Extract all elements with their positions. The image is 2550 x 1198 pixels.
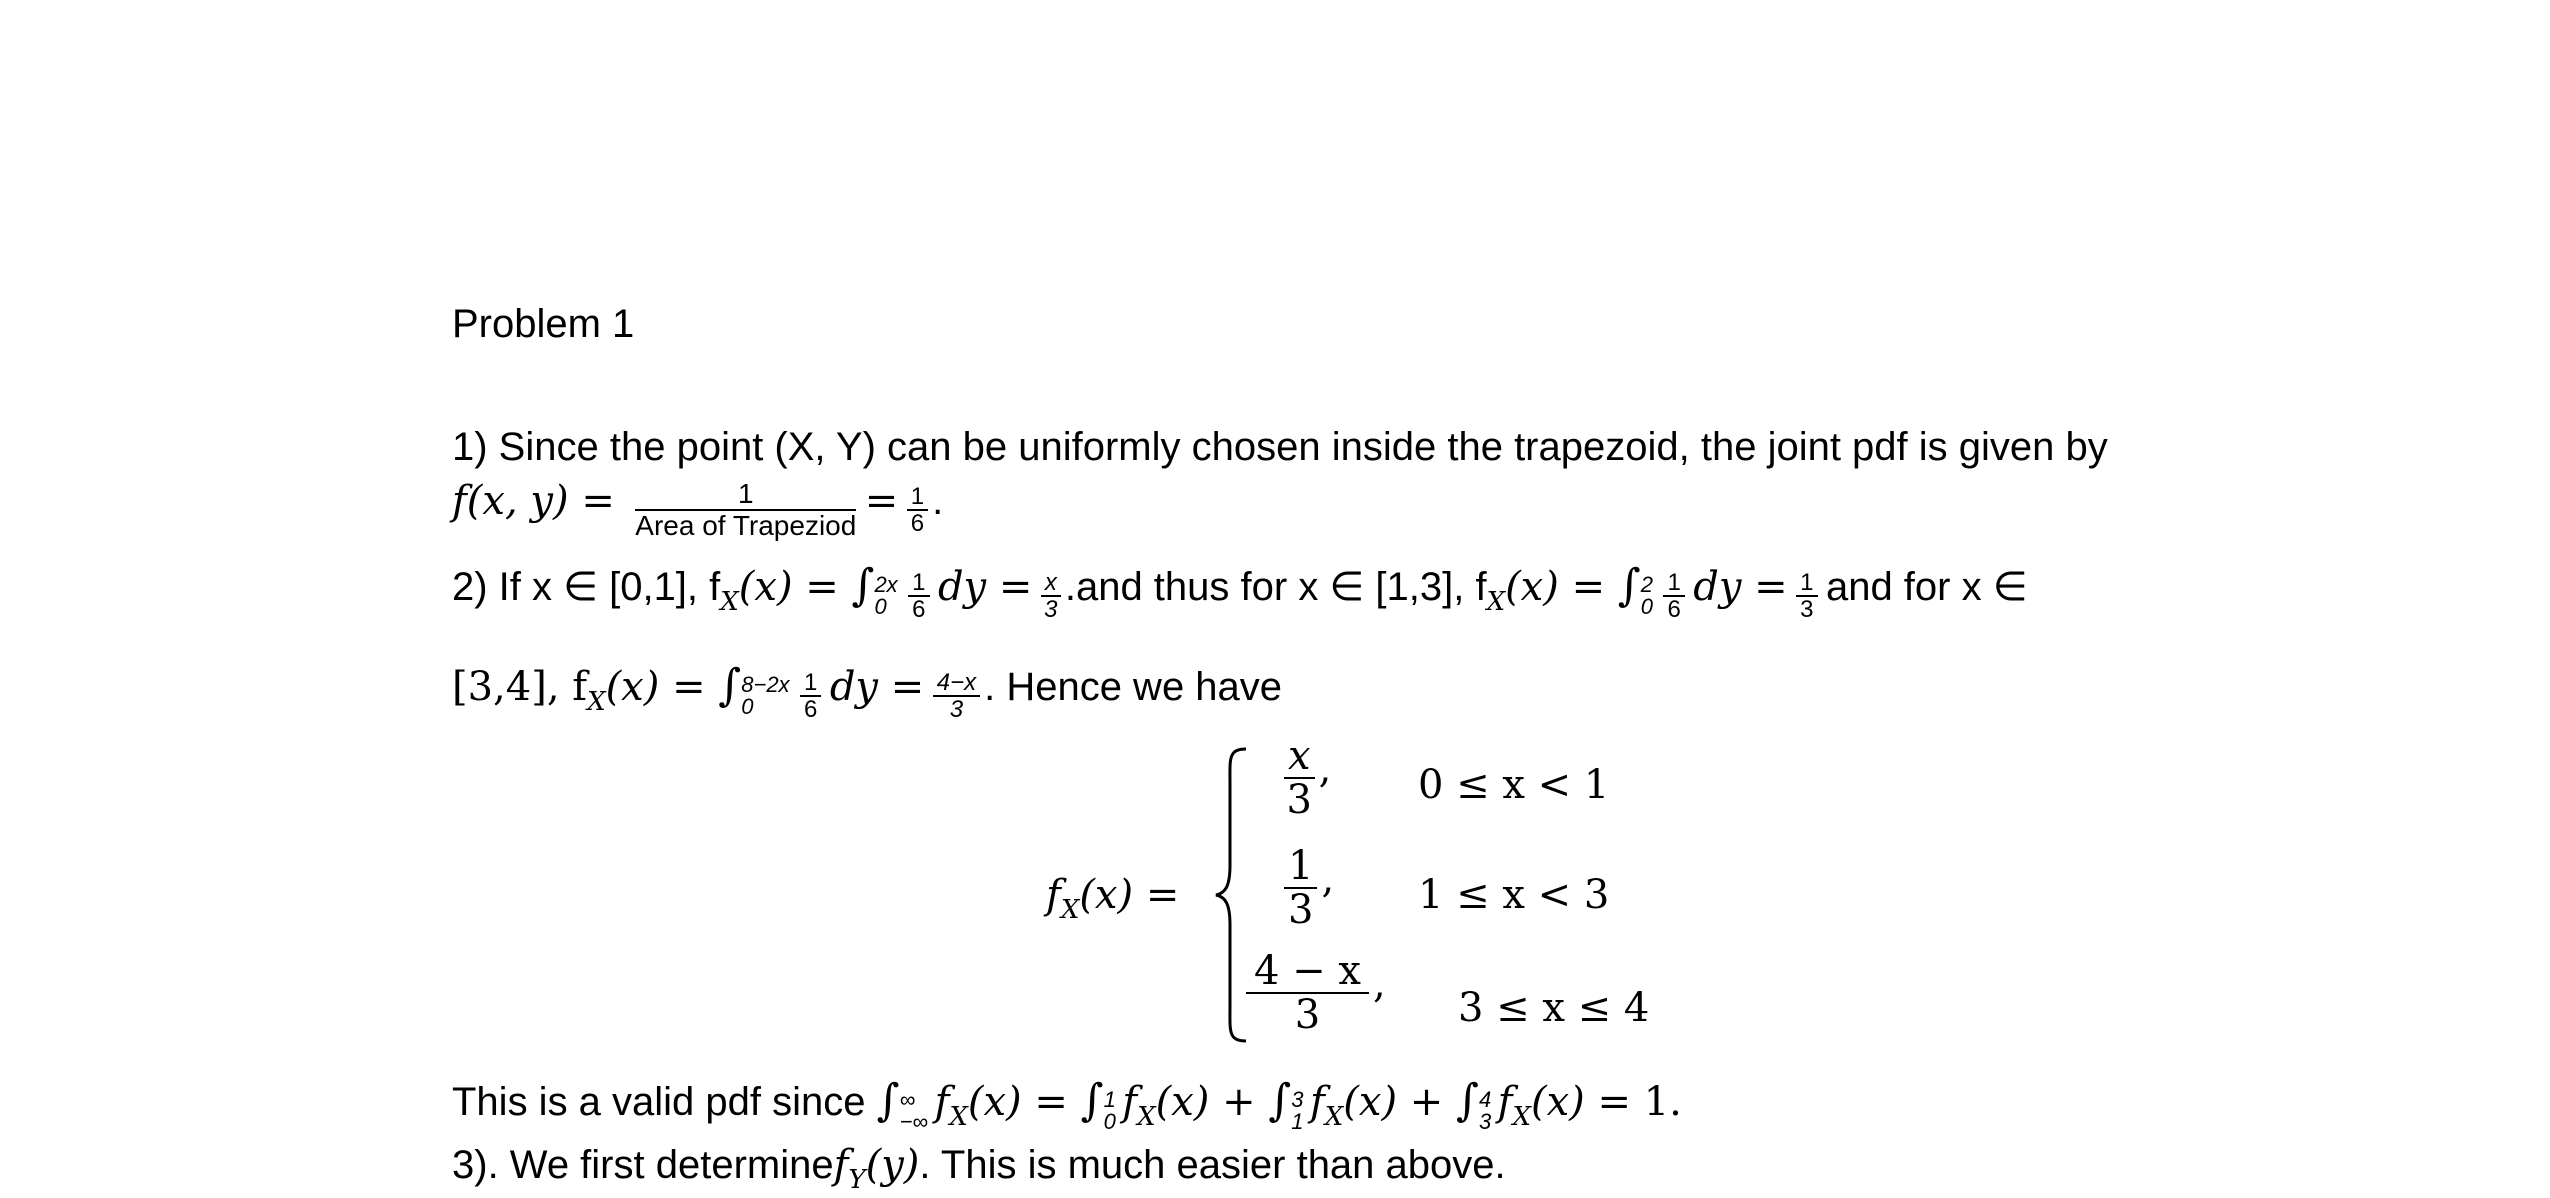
- subscript-y: Y: [848, 1165, 866, 1195]
- part2-line2: [452, 660, 1282, 722]
- one-sixth-numerator: 1: [907, 484, 928, 511]
- numerator: 1: [1663, 570, 1684, 597]
- area-fraction-denominator: Area of Trapeziod: [635, 509, 857, 541]
- integral-limits: [874, 571, 898, 619]
- part1-sentence: 1) Since the point (X, Y) can be uniformly chosen inside the trapezoid, the joint pdf is given by: [452, 425, 2108, 469]
- f-symbol: f: [934, 1079, 950, 1125]
- case-2-condition: 1 ≤ x < 3: [1418, 872, 1610, 918]
- subscript-x: X: [1486, 587, 1506, 617]
- upper-limit: ∞: [899, 1086, 916, 1112]
- validity-end: = 1.: [1584, 1079, 1682, 1125]
- numerator: 1: [1796, 570, 1817, 597]
- part2-fx-args: (x) =: [605, 664, 719, 710]
- problem-heading: Problem 1: [452, 302, 635, 346]
- joint-pdf-lhs: f(x, y) =: [452, 478, 615, 524]
- lower-limit: 0: [1640, 593, 1653, 619]
- case-numerator: x: [1284, 735, 1315, 779]
- argument: (y): [865, 1142, 920, 1188]
- case-2-fraction: [1280, 845, 1334, 931]
- dy-text: dy =: [937, 564, 1033, 610]
- case-denominator: 3: [1286, 777, 1312, 823]
- case-numerator: 1: [1284, 845, 1317, 889]
- part2-fx-args: (x) =: [738, 564, 852, 610]
- piecewise-lhs: [1046, 872, 1179, 925]
- integral-limits: [899, 1086, 929, 1134]
- part3-rest: . This is much easier than above.: [919, 1143, 1506, 1187]
- piecewise-f: f: [1046, 872, 1061, 918]
- integral-sign: ∫: [1080, 1075, 1104, 1126]
- lower-limit: 1: [1291, 1108, 1304, 1134]
- hence-text: . Hence we have: [984, 665, 1283, 709]
- subscript-x: X: [1324, 1102, 1344, 1132]
- validity-lead: This is a valid pdf since: [452, 1080, 877, 1124]
- lower-limit: 0: [874, 593, 887, 619]
- subscript-x: X: [949, 1102, 968, 1132]
- case-fraction: [1246, 950, 1369, 1036]
- upper-limit: 8−2x: [741, 671, 790, 697]
- numerator: 4−x: [933, 670, 980, 697]
- lower-limit: 0: [741, 693, 754, 719]
- part3-lead: 3). We first determine: [452, 1143, 834, 1187]
- one-third-fraction: [1796, 570, 1817, 622]
- subscript-x: X: [1512, 1102, 1531, 1132]
- denominator: 3: [949, 695, 964, 723]
- part2-fx-args: (x) =: [1505, 564, 1618, 610]
- part2-lead: 2) If x ∈ [0,1], f: [452, 565, 721, 609]
- argument: (x): [967, 1079, 1022, 1125]
- plus-sign: +: [1397, 1079, 1457, 1125]
- subscript-x: X: [587, 687, 606, 717]
- integral-limits: [1640, 571, 1653, 619]
- equals-sign: =: [1021, 1079, 1081, 1125]
- part2-mid-text: .and thus for x ∈ [1,3], f: [1064, 565, 1487, 609]
- equals-sign: =: [864, 478, 899, 524]
- upper-limit: 4: [1478, 1086, 1492, 1112]
- integral-sign: ∫: [876, 1075, 900, 1126]
- case-denominator: 3: [1294, 992, 1321, 1038]
- subscript-x: X: [1137, 1102, 1156, 1132]
- numerator: 1: [908, 570, 929, 597]
- case-1-condition: 0 ≤ x < 1: [1418, 762, 1610, 808]
- area-fraction: [635, 479, 856, 540]
- integral-limits: [1478, 1086, 1492, 1134]
- case-comma: ,: [1372, 961, 1386, 1008]
- upper-limit: 3: [1291, 1086, 1304, 1112]
- case-comma: ,: [1321, 856, 1335, 903]
- numerator: 1: [800, 670, 821, 697]
- dy-text: dy =: [829, 664, 925, 710]
- interval-text: [3,4], f: [452, 664, 588, 710]
- upper-limit: 2x: [874, 571, 898, 597]
- one-sixth-denominator: 6: [910, 509, 925, 537]
- one-sixth-fraction: [800, 670, 821, 722]
- case-denominator: 3: [1288, 887, 1314, 933]
- integral-limits: [1103, 1086, 1116, 1134]
- upper-limit: 1: [1103, 1086, 1116, 1112]
- joint-pdf-formula: [452, 478, 943, 540]
- integral-limits: [741, 671, 790, 719]
- denominator: 6: [912, 595, 926, 623]
- integral-sign: ∫: [718, 660, 742, 711]
- denominator: 3: [1800, 595, 1814, 623]
- integral-sign: ∫: [1456, 1075, 1479, 1126]
- integral-limits: [1291, 1086, 1304, 1134]
- f-symbol: f: [1309, 1079, 1325, 1125]
- part2-line1: [452, 560, 2028, 622]
- argument: (x): [1531, 1079, 1585, 1125]
- part3-line: [452, 1142, 1506, 1195]
- denominator: 6: [1667, 595, 1681, 623]
- lower-limit: 3: [1478, 1108, 1492, 1134]
- subscript-x: X: [720, 587, 739, 617]
- plus-sign: +: [1209, 1079, 1269, 1125]
- integral-sign: ∫: [851, 560, 875, 611]
- piecewise-subscript: X: [1060, 895, 1080, 925]
- piecewise-lhs-rest: (x) =: [1079, 872, 1180, 918]
- f-symbol: f: [1122, 1079, 1138, 1125]
- lower-limit: −∞: [899, 1108, 929, 1134]
- case-fraction: [1284, 845, 1317, 931]
- argument: (x): [1155, 1079, 1210, 1125]
- upper-limit: 2: [1640, 571, 1653, 597]
- part2-tail: and for x ∈: [1825, 565, 2028, 609]
- case-3-fraction: [1242, 950, 1386, 1036]
- one-sixth-fraction: [907, 484, 928, 536]
- denominator: 6: [804, 695, 818, 723]
- x-over-3-fraction: [1041, 570, 1061, 622]
- case-fraction: [1284, 735, 1315, 821]
- case-3-condition: 3 ≤ x ≤ 4: [1458, 985, 1650, 1031]
- numerator: x: [1041, 570, 1061, 597]
- validity-line: [452, 1075, 1682, 1133]
- area-fraction-numerator: 1: [635, 479, 856, 510]
- f-symbol: f: [1497, 1079, 1513, 1125]
- one-sixth-fraction: [1663, 570, 1684, 622]
- lower-limit: 0: [1103, 1108, 1116, 1134]
- case-1-fraction: [1280, 735, 1331, 821]
- four-minus-x-over-3-fraction: [933, 670, 980, 722]
- one-sixth-fraction: [908, 570, 929, 622]
- case-comma: ,: [1318, 746, 1332, 793]
- dy-text: dy =: [1693, 564, 1788, 610]
- f-symbol: f: [833, 1142, 849, 1188]
- case-numerator: 4 − x: [1246, 950, 1369, 994]
- denominator: 3: [1044, 595, 1058, 623]
- integral-sign: ∫: [1617, 560, 1641, 611]
- argument: (x): [1343, 1079, 1398, 1125]
- integral-sign: ∫: [1268, 1075, 1292, 1126]
- period: .: [932, 479, 944, 523]
